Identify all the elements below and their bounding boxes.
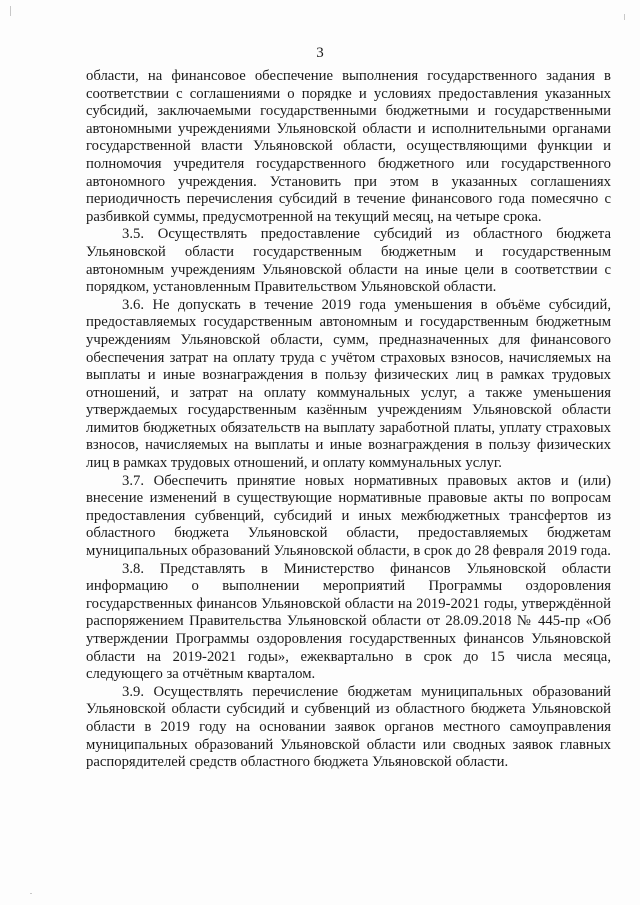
document-body [86, 68, 611, 772]
paragraph-3-8: 3.8. Представлять в Министерство финансов Ульяновской области информацию о выполнении мероприятий Программы оздоровления государственных финансов Ульяновской области на 2019-2021 годы, утверждённой распоряжением Правительства Ульяновской области от 28.09.2018 № 445-пр «Об утверждении Программы оздоровления государственных финансов Ульяновской области на 2019-2021 годы», ежеквартально в срок до 15 числа месяца, следующего за отчётным кварталом. [86, 560, 611, 683]
paragraph-3-6: 3.6. Не допускать в течение 2019 года уменьшения в объёме субсидий, предоставляемых государственным автономным и государственным бюджетным учреждениям Ульяновской области, сумм, предназначенных для финансового обеспечения затрат на оплату труда с учётом страховых взносов, начисляемых на выплаты и иные вознаграждения в пользу физических лиц в рамках трудовых отношений, и затрат на оплату коммунальных услуг, а также уменьшения утверждаемых государственным казённым учреждениям Ульяновской области лимитов бюджетных обязательств на выплату заработной платы, уплату страховых взносов, начисляемых на выплаты и иные вознаграждения в пользу физических лиц в рамках трудовых отношений, и оплату коммунальных услуг. [86, 296, 611, 472]
paragraph-3-5: 3.5. Осуществлять предоставление субсидий из областного бюджета Ульяновской области государственным бюджетным и государственным автономным учреждениям Ульяновской области на иные цели в соответствии с порядком, установленным Правительством Ульяновской области. [86, 226, 611, 296]
scan-mark-top-left [10, 6, 11, 16]
paragraph-3-7: 3.7. Обеспечить принятие новых нормативных правовых актов и (или) внесение изменений в существующие нормативные правовые акты по вопросам предоставления субвенций, субсидий и иных межбюджетных трансфертов из областного бюджета Ульяновской области, предоставляемых бюджетам муниципальных образований Ульяновской области, в срок до 28 февраля 2019 года. [86, 472, 611, 560]
paragraph-continuation: области, на финансовое обеспечение выполнения государственного задания в соответствии с соглашениями о порядке и условиях предоставления указанных субсидий, заключаемыми государственными бюджетными и государственными автономными учреждениями Ульяновской области и исполнительными органами государственной власти Ульяновской области, осуществляющими функции и полномочия учредителя государственного бюджетного или государственного автономного учреждения. Установить при этом в указанных соглашениях периодичность перечисления субсидий в течение финансового года помесячно с разбивкой суммы, предусмотренной на текущий месяц, на четыре срока. [86, 68, 611, 225]
page-number: 3 [316, 45, 324, 61]
scan-mark-bottom-left [30, 893, 32, 894]
paragraph-3-9: 3.9. Осуществлять перечисление бюджетам муниципальных образований Ульяновской области субсидий и субвенций из областного бюджета Ульяновской области в 2019 году на основании заявок органов местного самоуправления муниципальных образований Ульяновской области или сводных заявок главных распорядителей средств областного бюджета Ульяновской области. [86, 683, 611, 771]
scan-mark-top-right [624, 14, 625, 20]
